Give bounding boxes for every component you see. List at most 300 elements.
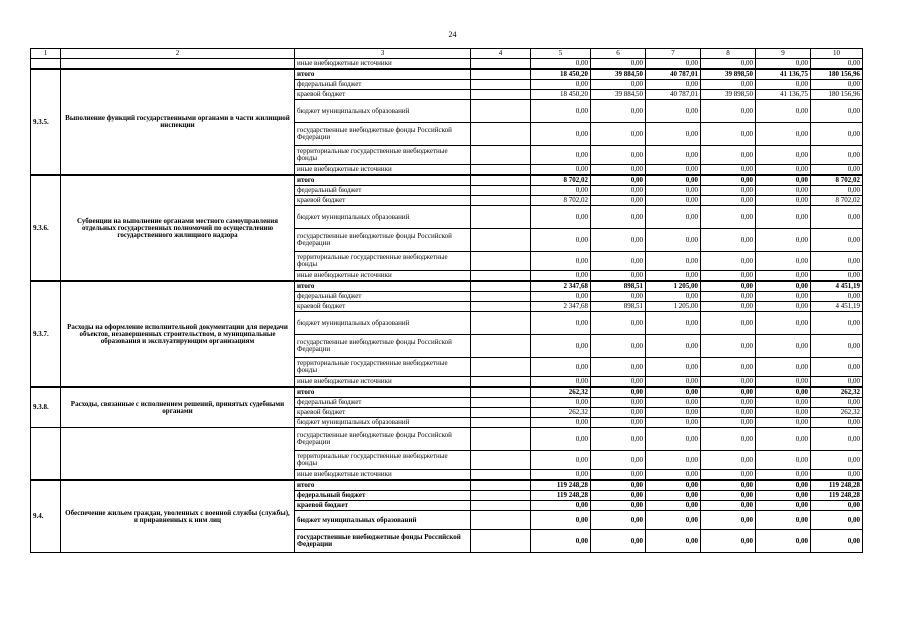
table-row bbox=[31, 281, 863, 292]
column-header-4: 4 bbox=[471, 49, 531, 59]
empty-cell bbox=[471, 398, 531, 408]
funding-source-cell: бюджет муниципальных образований bbox=[295, 312, 471, 335]
value-cell: 0,00 bbox=[646, 196, 701, 206]
value-cell: 0,00 bbox=[756, 387, 811, 398]
column-header-6: 6 bbox=[591, 49, 646, 59]
value-cell: 0,00 bbox=[646, 470, 701, 481]
value-cell: 8 702,02 bbox=[811, 196, 863, 206]
value-cell: 0,00 bbox=[756, 206, 811, 229]
value-cell: 0,00 bbox=[756, 302, 811, 312]
empty-cell bbox=[471, 186, 531, 196]
value-cell: 0,00 bbox=[646, 491, 701, 501]
value-cell: 0,00 bbox=[811, 100, 863, 123]
value-cell: 0,00 bbox=[591, 146, 646, 165]
value-cell: 0,00 bbox=[646, 451, 701, 470]
value-cell: 2 347,68 bbox=[531, 281, 591, 292]
section-name: Расходы, связанные с исполнением решений, принятых судебными органами bbox=[61, 387, 295, 428]
empty-cell bbox=[471, 271, 531, 282]
table-row bbox=[31, 480, 863, 491]
value-cell: 0,00 bbox=[646, 530, 701, 553]
value-cell: 0,00 bbox=[811, 530, 863, 553]
value-cell: 0,00 bbox=[646, 175, 701, 186]
empty-cell bbox=[471, 80, 531, 90]
value-cell: 0,00 bbox=[646, 358, 701, 377]
funding-source-cell: иные внебюджетные источники bbox=[295, 165, 471, 176]
empty-cell bbox=[471, 428, 531, 451]
value-cell: 39 884,50 bbox=[591, 69, 646, 80]
value-cell: 0,00 bbox=[646, 312, 701, 335]
value-cell: 0,00 bbox=[591, 530, 646, 553]
value-cell: 0,00 bbox=[756, 418, 811, 428]
value-cell: 4 451,19 bbox=[811, 302, 863, 312]
value-cell: 898,51 bbox=[591, 302, 646, 312]
empty-cell bbox=[471, 511, 531, 530]
value-cell: 0,00 bbox=[811, 377, 863, 388]
value-cell: 39 898,50 bbox=[701, 90, 756, 100]
funding-source-cell: федеральный бюджет bbox=[295, 398, 471, 408]
value-cell: 0,00 bbox=[756, 271, 811, 282]
value-cell: 0,00 bbox=[531, 271, 591, 282]
value-cell: 0,00 bbox=[531, 451, 591, 470]
value-cell: 0,00 bbox=[701, 206, 756, 229]
value-cell: 0,00 bbox=[701, 165, 756, 176]
funding-source-cell: итого bbox=[295, 387, 471, 398]
empty-cell bbox=[471, 312, 531, 335]
value-cell: 0,00 bbox=[756, 312, 811, 335]
funding-source-cell: краевой бюджет bbox=[295, 408, 471, 418]
value-cell: 0,00 bbox=[531, 358, 591, 377]
section-name: Расходы на оформление исполнительной документации для передачи объектов, незавершенных строительством, в муниципальные образования и эксплуатирующим организациям bbox=[61, 281, 295, 387]
value-cell: 0,00 bbox=[756, 175, 811, 186]
value-cell: 0,00 bbox=[756, 146, 811, 165]
empty-cell bbox=[471, 229, 531, 252]
value-cell: 0,00 bbox=[701, 491, 756, 501]
funding-source-cell: федеральный бюджет bbox=[295, 491, 471, 501]
value-cell: 0,00 bbox=[591, 501, 646, 511]
value-cell: 0,00 bbox=[646, 80, 701, 90]
page-number: 24 bbox=[448, 30, 457, 39]
value-cell: 0,00 bbox=[811, 206, 863, 229]
code-cell bbox=[31, 428, 61, 481]
value-cell: 0,00 bbox=[591, 292, 646, 302]
value-cell: 0,00 bbox=[591, 175, 646, 186]
value-cell: 0,00 bbox=[646, 165, 701, 176]
value-cell: 0,00 bbox=[701, 408, 756, 418]
empty-cell bbox=[471, 281, 531, 292]
value-cell: 0,00 bbox=[531, 511, 591, 530]
value-cell: 0,00 bbox=[811, 59, 863, 70]
value-cell: 0,00 bbox=[756, 100, 811, 123]
value-cell: 0,00 bbox=[756, 408, 811, 418]
value-cell: 0,00 bbox=[701, 281, 756, 292]
empty-cell bbox=[471, 335, 531, 358]
value-cell: 18 450,20 bbox=[531, 90, 591, 100]
value-cell: 0,00 bbox=[756, 530, 811, 553]
value-cell: 0,00 bbox=[811, 470, 863, 481]
value-cell: 0,00 bbox=[646, 252, 701, 271]
value-cell: 0,00 bbox=[756, 229, 811, 252]
value-cell: 0,00 bbox=[811, 186, 863, 196]
value-cell: 0,00 bbox=[646, 480, 701, 491]
value-cell: 119 248,28 bbox=[531, 491, 591, 501]
value-cell: 2 347,68 bbox=[531, 302, 591, 312]
value-cell: 0,00 bbox=[701, 80, 756, 90]
value-cell: 0,00 bbox=[701, 428, 756, 451]
table-row bbox=[31, 59, 863, 70]
empty-cell bbox=[471, 480, 531, 491]
value-cell: 0,00 bbox=[701, 59, 756, 70]
value-cell: 0,00 bbox=[756, 398, 811, 408]
value-cell: 0,00 bbox=[701, 186, 756, 196]
column-header-1: 1 bbox=[31, 49, 61, 59]
value-cell: 0,00 bbox=[531, 146, 591, 165]
value-cell: 0,00 bbox=[531, 418, 591, 428]
empty-cell bbox=[471, 302, 531, 312]
value-cell: 0,00 bbox=[756, 292, 811, 302]
value-cell: 0,00 bbox=[756, 511, 811, 530]
funding-source-cell: государственные внебюджетные фонды Российской Федерации bbox=[295, 428, 471, 451]
value-cell: 0,00 bbox=[531, 428, 591, 451]
value-cell: 0,00 bbox=[701, 175, 756, 186]
value-cell: 0,00 bbox=[701, 302, 756, 312]
value-cell: 1 205,00 bbox=[646, 302, 701, 312]
funding-source-cell: краевой бюджет bbox=[295, 90, 471, 100]
value-cell: 0,00 bbox=[811, 358, 863, 377]
value-cell: 262,32 bbox=[531, 408, 591, 418]
value-cell: 0,00 bbox=[531, 312, 591, 335]
section-name: Субвенции на выполнение органами местного самоуправления отдельных государственных полномочий по осуществлению государственного жилищного надзора bbox=[61, 175, 295, 281]
funding-source-cell: иные внебюджетные источники bbox=[295, 271, 471, 282]
value-cell: 0,00 bbox=[701, 511, 756, 530]
value-cell: 0,00 bbox=[591, 312, 646, 335]
value-cell: 0,00 bbox=[646, 229, 701, 252]
value-cell: 0,00 bbox=[811, 252, 863, 271]
value-cell: 0,00 bbox=[591, 271, 646, 282]
value-cell: 18 450,20 bbox=[531, 69, 591, 80]
value-cell: 119 248,28 bbox=[811, 491, 863, 501]
value-cell: 0,00 bbox=[646, 123, 701, 146]
value-cell: 0,00 bbox=[531, 335, 591, 358]
empty-cell bbox=[471, 451, 531, 470]
value-cell: 0,00 bbox=[531, 470, 591, 481]
value-cell: 0,00 bbox=[701, 418, 756, 428]
section-name: Выполнение функций государственными органами в части жилищной инспекции bbox=[61, 69, 295, 175]
value-cell: 0,00 bbox=[646, 408, 701, 418]
value-cell: 0,00 bbox=[591, 252, 646, 271]
value-cell: 119 248,28 bbox=[811, 480, 863, 491]
value-cell: 262,32 bbox=[811, 387, 863, 398]
empty-cell bbox=[471, 470, 531, 481]
value-cell: 0,00 bbox=[811, 501, 863, 511]
value-cell: 0,00 bbox=[701, 451, 756, 470]
column-header-5: 5 bbox=[531, 49, 591, 59]
value-cell: 0,00 bbox=[811, 229, 863, 252]
value-cell: 41 136,75 bbox=[756, 90, 811, 100]
value-cell: 0,00 bbox=[701, 358, 756, 377]
value-cell: 0,00 bbox=[531, 501, 591, 511]
value-cell: 0,00 bbox=[811, 123, 863, 146]
value-cell: 0,00 bbox=[591, 428, 646, 451]
funding-source-cell: бюджет муниципальных образований bbox=[295, 100, 471, 123]
funding-source-cell: иные внебюджетные источники bbox=[295, 377, 471, 388]
value-cell: 0,00 bbox=[591, 165, 646, 176]
value-cell: 0,00 bbox=[701, 229, 756, 252]
value-cell: 0,00 bbox=[811, 312, 863, 335]
value-cell: 0,00 bbox=[811, 398, 863, 408]
value-cell: 0,00 bbox=[591, 408, 646, 418]
value-cell: 0,00 bbox=[756, 196, 811, 206]
empty-cell bbox=[471, 418, 531, 428]
value-cell: 0,00 bbox=[811, 292, 863, 302]
value-cell: 0,00 bbox=[811, 428, 863, 451]
value-cell: 0,00 bbox=[531, 100, 591, 123]
value-cell: 180 156,96 bbox=[811, 90, 863, 100]
funding-source-cell: территориальные государственные внебюджетные фонды bbox=[295, 252, 471, 271]
empty-cell bbox=[471, 530, 531, 553]
funding-source-cell: бюджет муниципальных образований bbox=[295, 511, 471, 530]
empty-cell bbox=[471, 90, 531, 100]
funding-source-cell: федеральный бюджет bbox=[295, 292, 471, 302]
value-cell: 0,00 bbox=[756, 377, 811, 388]
value-cell: 262,32 bbox=[531, 387, 591, 398]
funding-source-cell: краевой бюджет bbox=[295, 302, 471, 312]
section-code: 9.3.5. bbox=[31, 69, 61, 175]
value-cell: 0,00 bbox=[701, 292, 756, 302]
funding-source-cell: итого bbox=[295, 175, 471, 186]
value-cell: 0,00 bbox=[646, 146, 701, 165]
funding-source-cell: федеральный бюджет bbox=[295, 80, 471, 90]
empty-cell bbox=[471, 123, 531, 146]
value-cell: 0,00 bbox=[756, 165, 811, 176]
value-cell: 0,00 bbox=[591, 358, 646, 377]
value-cell: 0,00 bbox=[531, 59, 591, 70]
value-cell: 0,00 bbox=[701, 377, 756, 388]
value-cell: 0,00 bbox=[701, 335, 756, 358]
empty-cell bbox=[471, 252, 531, 271]
value-cell: 0,00 bbox=[701, 398, 756, 408]
value-cell: 0,00 bbox=[701, 501, 756, 511]
table-row bbox=[31, 175, 863, 186]
value-cell: 0,00 bbox=[701, 470, 756, 481]
value-cell: 0,00 bbox=[701, 252, 756, 271]
value-cell: 0,00 bbox=[646, 271, 701, 282]
value-cell: 39 884,50 bbox=[591, 90, 646, 100]
value-cell: 0,00 bbox=[701, 530, 756, 553]
value-cell: 0,00 bbox=[646, 335, 701, 358]
value-cell: 0,00 bbox=[811, 418, 863, 428]
empty-cell bbox=[471, 408, 531, 418]
value-cell: 0,00 bbox=[756, 501, 811, 511]
column-header-9: 9 bbox=[756, 49, 811, 59]
value-cell: 0,00 bbox=[591, 206, 646, 229]
value-cell: 0,00 bbox=[531, 252, 591, 271]
empty-cell bbox=[471, 292, 531, 302]
value-cell: 0,00 bbox=[591, 80, 646, 90]
funding-source-cell: итого bbox=[295, 480, 471, 491]
value-cell: 0,00 bbox=[591, 100, 646, 123]
value-cell: 0,00 bbox=[531, 123, 591, 146]
funding-source-cell: краевой бюджет bbox=[295, 501, 471, 511]
funding-source-cell: итого bbox=[295, 69, 471, 80]
name-cell bbox=[61, 59, 295, 70]
value-cell: 0,00 bbox=[591, 451, 646, 470]
value-cell: 0,00 bbox=[531, 530, 591, 553]
funding-source-cell: государственные внебюджетные фонды Российской Федерации bbox=[295, 335, 471, 358]
section-code: 9.3.6. bbox=[31, 175, 61, 281]
funding-source-cell: государственные внебюджетные фонды Российской Федерации bbox=[295, 229, 471, 252]
value-cell: 0,00 bbox=[646, 292, 701, 302]
value-cell: 8 702,02 bbox=[811, 175, 863, 186]
value-cell: 0,00 bbox=[531, 377, 591, 388]
table-row bbox=[31, 387, 863, 398]
name-cell bbox=[61, 428, 295, 481]
value-cell: 0,00 bbox=[756, 80, 811, 90]
value-cell: 0,00 bbox=[756, 281, 811, 292]
value-cell: 0,00 bbox=[701, 196, 756, 206]
value-cell: 0,00 bbox=[591, 511, 646, 530]
empty-cell bbox=[471, 206, 531, 229]
funding-source-cell: территориальные государственные внебюджетные фонды bbox=[295, 358, 471, 377]
value-cell: 0,00 bbox=[531, 398, 591, 408]
value-cell: 0,00 bbox=[531, 165, 591, 176]
value-cell: 0,00 bbox=[591, 196, 646, 206]
value-cell: 119 248,28 bbox=[531, 480, 591, 491]
funding-source-cell: иные внебюджетные источники bbox=[295, 59, 471, 70]
value-cell: 0,00 bbox=[646, 100, 701, 123]
funding-source-cell: иные внебюджетные источники bbox=[295, 470, 471, 481]
empty-cell bbox=[471, 491, 531, 501]
value-cell: 0,00 bbox=[701, 271, 756, 282]
funding-source-cell: итого bbox=[295, 281, 471, 292]
empty-cell bbox=[471, 146, 531, 165]
value-cell: 0,00 bbox=[701, 387, 756, 398]
value-cell: 0,00 bbox=[756, 335, 811, 358]
funding-source-cell: территориальные государственные внебюджетные фонды bbox=[295, 451, 471, 470]
value-cell: 0,00 bbox=[701, 100, 756, 123]
empty-cell bbox=[471, 165, 531, 176]
value-cell: 40 787,01 bbox=[646, 69, 701, 80]
value-cell: 0,00 bbox=[531, 292, 591, 302]
value-cell: 0,00 bbox=[701, 123, 756, 146]
value-cell: 0,00 bbox=[756, 59, 811, 70]
value-cell: 0,00 bbox=[591, 387, 646, 398]
funding-source-cell: государственные внебюджетные фонды Российской Федерации bbox=[295, 123, 471, 146]
value-cell: 0,00 bbox=[591, 377, 646, 388]
value-cell: 0,00 bbox=[591, 186, 646, 196]
value-cell: 0,00 bbox=[591, 398, 646, 408]
value-cell: 8 702,02 bbox=[531, 196, 591, 206]
value-cell: 0,00 bbox=[701, 146, 756, 165]
value-cell: 0,00 bbox=[591, 418, 646, 428]
empty-cell bbox=[471, 377, 531, 388]
value-cell: 0,00 bbox=[701, 312, 756, 335]
value-cell: 0,00 bbox=[646, 501, 701, 511]
table-row bbox=[31, 428, 863, 451]
funding-source-cell: территориальные государственные внебюджетные фонды bbox=[295, 146, 471, 165]
value-cell: 0,00 bbox=[531, 186, 591, 196]
value-cell: 0,00 bbox=[756, 470, 811, 481]
funding-source-cell: федеральный бюджет bbox=[295, 186, 471, 196]
value-cell: 180 156,96 bbox=[811, 69, 863, 80]
value-cell: 41 136,75 bbox=[756, 69, 811, 80]
value-cell: 0,00 bbox=[646, 59, 701, 70]
column-header-7: 7 bbox=[646, 49, 701, 59]
section-name: Обеспечение жильем граждан, уволенных с военной службы (службы), и приравненных к ним лиц bbox=[61, 480, 295, 553]
value-cell: 0,00 bbox=[811, 80, 863, 90]
value-cell: 0,00 bbox=[756, 186, 811, 196]
value-cell: 0,00 bbox=[701, 480, 756, 491]
value-cell: 0,00 bbox=[811, 165, 863, 176]
value-cell: 0,00 bbox=[756, 428, 811, 451]
empty-cell bbox=[471, 196, 531, 206]
value-cell: 0,00 bbox=[591, 470, 646, 481]
value-cell: 0,00 bbox=[591, 480, 646, 491]
value-cell: 0,00 bbox=[756, 480, 811, 491]
value-cell: 0,00 bbox=[811, 511, 863, 530]
value-cell: 0,00 bbox=[531, 80, 591, 90]
value-cell: 0,00 bbox=[646, 428, 701, 451]
value-cell: 0,00 bbox=[591, 59, 646, 70]
funding-source-cell: краевой бюджет bbox=[295, 196, 471, 206]
value-cell: 0,00 bbox=[756, 123, 811, 146]
funding-source-cell: бюджет муниципальных образований bbox=[295, 206, 471, 229]
empty-cell bbox=[471, 100, 531, 123]
value-cell: 0,00 bbox=[531, 206, 591, 229]
value-cell: 0,00 bbox=[591, 491, 646, 501]
section-code: 9.3.7. bbox=[31, 281, 61, 387]
value-cell: 0,00 bbox=[756, 358, 811, 377]
value-cell: 262,32 bbox=[811, 408, 863, 418]
value-cell: 0,00 bbox=[646, 206, 701, 229]
table-row bbox=[31, 69, 863, 80]
section-code: 9.3.8. bbox=[31, 387, 61, 428]
column-header-8: 8 bbox=[701, 49, 756, 59]
value-cell: 0,00 bbox=[646, 377, 701, 388]
value-cell: 0,00 bbox=[591, 123, 646, 146]
section-code: 9.4. bbox=[31, 480, 61, 553]
value-cell: 40 787,01 bbox=[646, 90, 701, 100]
funding-source-cell: бюджет муниципальных образований bbox=[295, 418, 471, 428]
empty-cell bbox=[471, 175, 531, 186]
empty-cell bbox=[471, 358, 531, 377]
funding-source-cell: государственные внебюджетные фонды Российской Федерации bbox=[295, 530, 471, 553]
empty-cell bbox=[471, 59, 531, 70]
value-cell: 898,51 bbox=[591, 281, 646, 292]
value-cell: 0,00 bbox=[646, 387, 701, 398]
value-cell: 0,00 bbox=[646, 511, 701, 530]
value-cell: 8 702,02 bbox=[531, 175, 591, 186]
column-header-3: 3 bbox=[295, 49, 471, 59]
header-row bbox=[31, 49, 863, 59]
value-cell: 0,00 bbox=[591, 335, 646, 358]
value-cell: 0,00 bbox=[811, 451, 863, 470]
code-cell bbox=[31, 59, 61, 70]
value-cell: 0,00 bbox=[646, 398, 701, 408]
value-cell: 0,00 bbox=[591, 229, 646, 252]
value-cell: 39 898,50 bbox=[701, 69, 756, 80]
empty-cell bbox=[471, 501, 531, 511]
value-cell: 1 205,00 bbox=[646, 281, 701, 292]
value-cell: 0,00 bbox=[531, 229, 591, 252]
value-cell: 0,00 bbox=[646, 186, 701, 196]
column-header-2: 2 bbox=[61, 49, 295, 59]
value-cell: 4 451,19 bbox=[811, 281, 863, 292]
value-cell: 0,00 bbox=[756, 252, 811, 271]
value-cell: 0,00 bbox=[646, 418, 701, 428]
value-cell: 0,00 bbox=[756, 491, 811, 501]
empty-cell bbox=[471, 69, 531, 80]
value-cell: 0,00 bbox=[811, 271, 863, 282]
